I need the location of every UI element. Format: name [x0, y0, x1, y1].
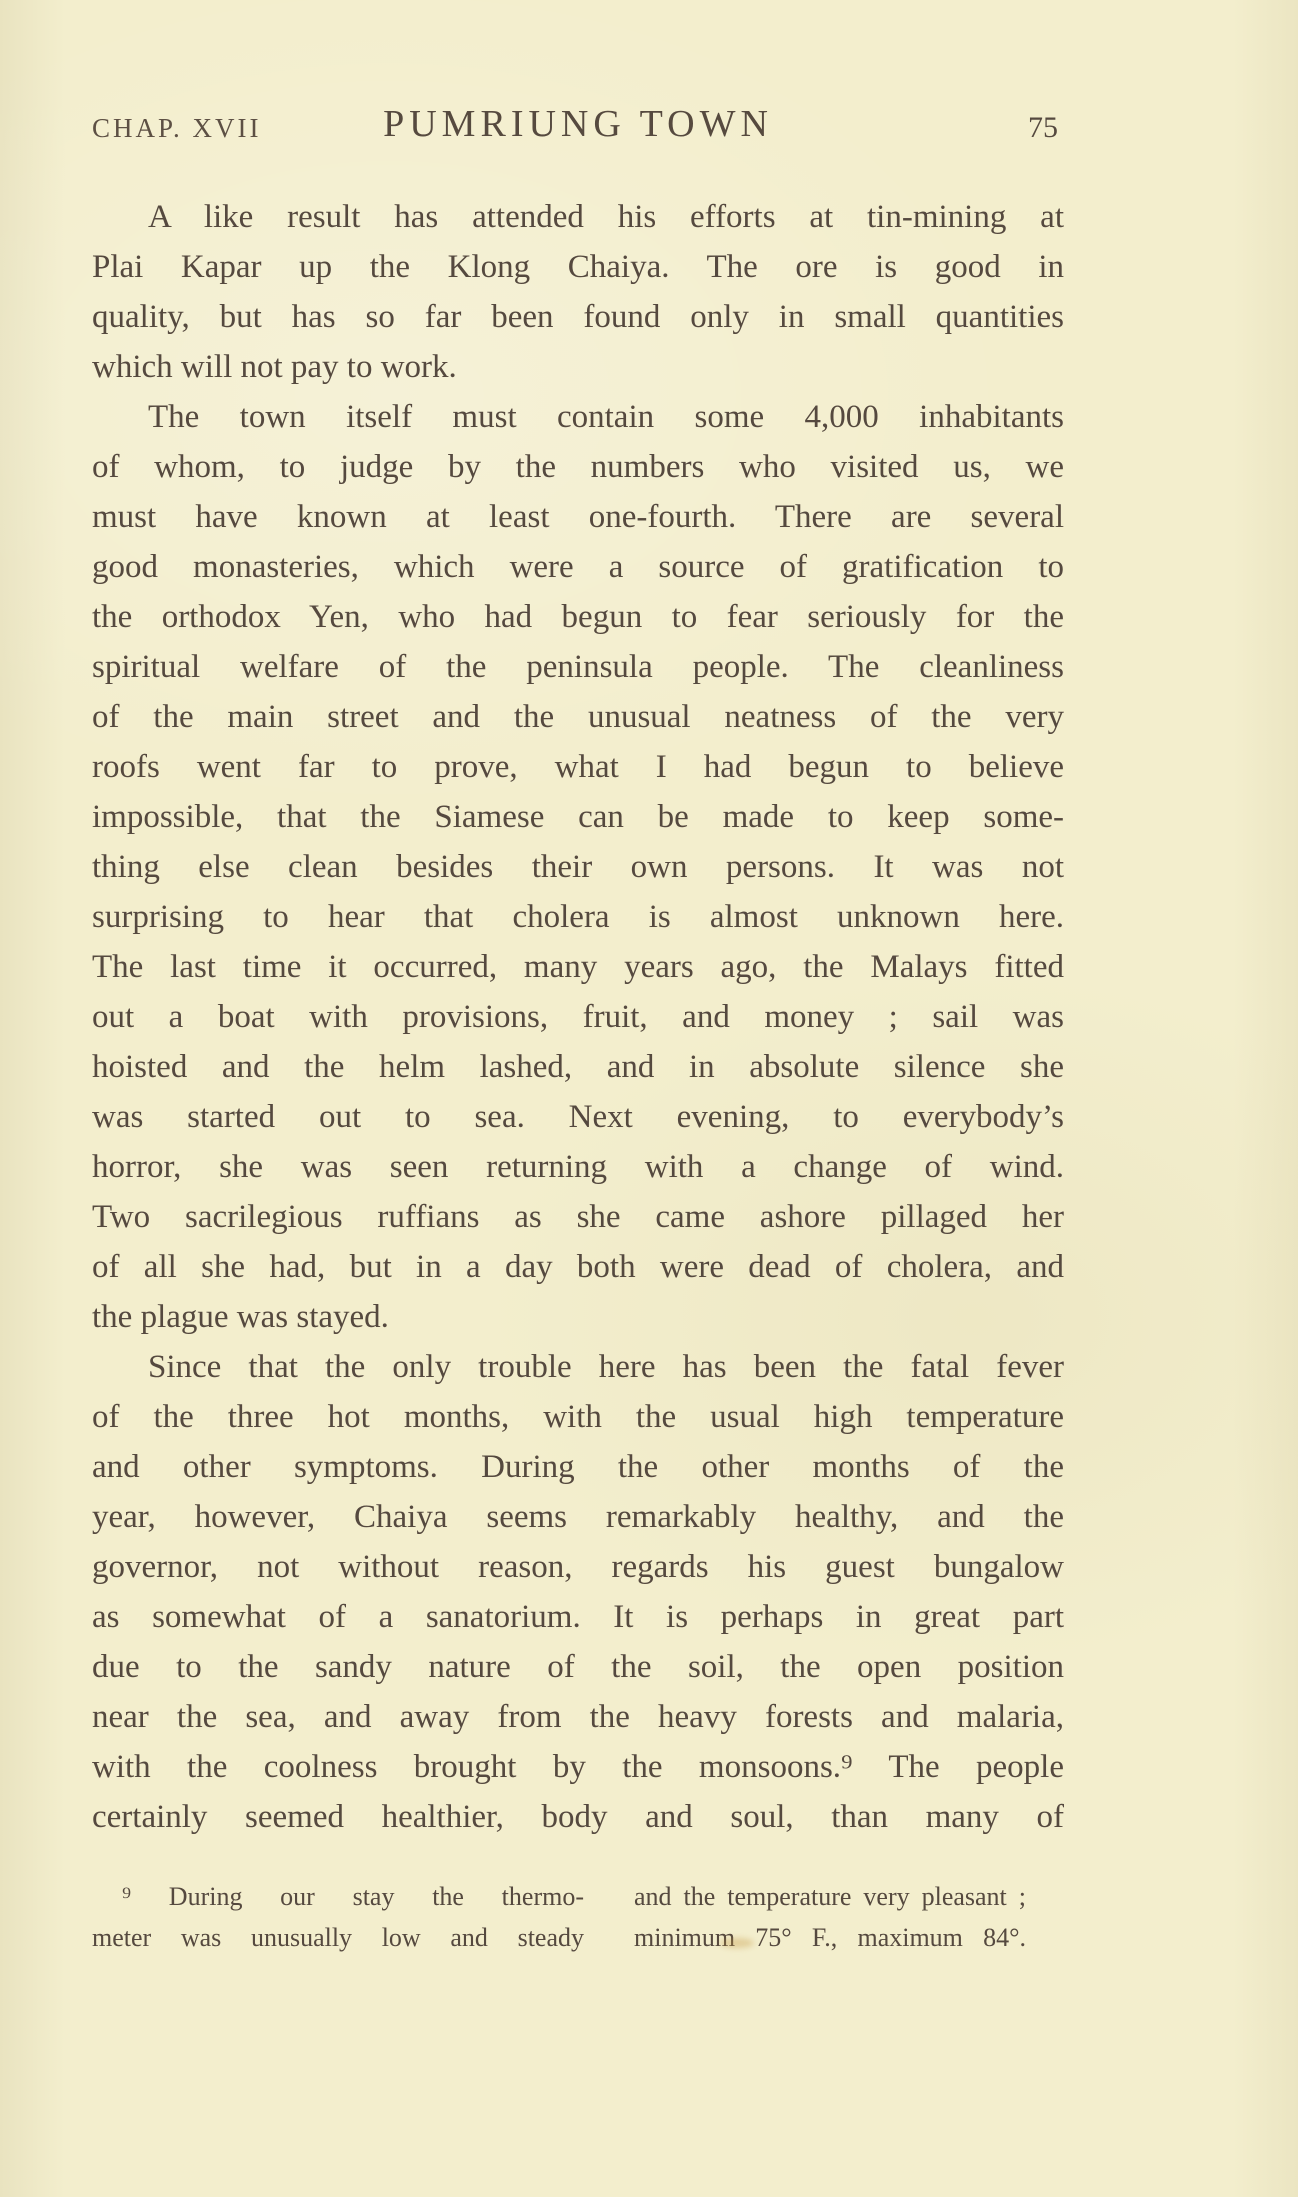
text-line: A like result has attended his efforts at tin-mining at — [148, 199, 1064, 235]
text-line: quality, but has so far been found only in small quantities — [92, 299, 1064, 335]
text-line: hoisted and the helm lashed, and in absolute silence she — [92, 1049, 1064, 1085]
page-number: 75 — [1028, 111, 1058, 144]
text-line: The last time it occurred, many years ago, the Malays fitted — [92, 949, 1064, 985]
paragraph — [92, 192, 1064, 392]
text-line: thing else clean besides their own persons. It was not — [92, 849, 1064, 885]
text-line: the orthodox Yen, who had begun to fear seriously for the — [92, 599, 1064, 635]
text-line: which will not pay to work. — [92, 349, 457, 385]
text-line: was started out to sea. Next evening, to everybody’s — [92, 1099, 1064, 1135]
page-title: PUMRIUNG TOWN — [383, 103, 773, 145]
text-line: due to the sandy nature of the soil, the open position — [92, 1649, 1064, 1685]
text-line: impossible, that the Siamese can be made to keep some- — [92, 799, 1064, 835]
text-line: The town itself must contain some 4,000 inhabitants — [148, 399, 1064, 435]
footnote-line: ⁹ During our stay the thermo- — [122, 1882, 584, 1911]
footnote-line: minimum 75° F., maximum 84°. — [634, 1923, 1026, 1952]
text-line: of all she had, but in a day both were dead of cholera, and — [92, 1249, 1064, 1285]
text-line: good monasteries, which were a source of gratification to — [92, 549, 1064, 585]
footnote-right-column — [634, 1876, 1026, 1958]
text-line: Plai Kapar up the Klong Chaiya. The ore is good in — [92, 249, 1064, 285]
text-line: Two sacrilegious ruffians as she came ashore pillaged her — [92, 1199, 1064, 1235]
text-line: must have known at least one-fourth. There are several — [92, 499, 1064, 535]
text-line: of whom, to judge by the numbers who visited us, we — [92, 449, 1064, 485]
paragraph — [92, 392, 1064, 1342]
text-line: and other symptoms. During the other months of the — [92, 1449, 1064, 1485]
footnote-left-column — [92, 1876, 584, 1958]
body-text — [92, 192, 1064, 1842]
text-line: roofs went far to prove, what I had begun to believe — [92, 749, 1064, 785]
text-line: near the sea, and away from the heavy forests and malaria, — [92, 1699, 1064, 1735]
text-line: of the three hot months, with the usual high temperature — [92, 1399, 1064, 1435]
paragraph — [92, 1342, 1064, 1842]
text-line: surprising to hear that cholera is almost unknown here. — [92, 899, 1064, 935]
text-line: governor, not without reason, regards his guest bungalow — [92, 1549, 1064, 1585]
footnote-line: and the temperature very pleasant ; — [634, 1882, 1026, 1911]
running-header — [92, 100, 1064, 146]
text-line: the plague was stayed. — [92, 1299, 389, 1335]
text-line: as somewhat of a sanatorium. It is perhaps in great part — [92, 1599, 1064, 1635]
text-line: with the coolness brought by the monsoons.⁹ The people — [92, 1749, 1064, 1785]
text-line: Since that the only trouble here has been the fatal fever — [148, 1349, 1064, 1385]
footnote-line: meter was unusually low and steady — [92, 1923, 584, 1952]
text-line: of the main street and the unusual neatness of the very — [92, 699, 1064, 735]
text-line: certainly seemed healthier, body and soul, than many of — [92, 1799, 1064, 1835]
footnote — [92, 1876, 1064, 1986]
text-line: horror, she was seen returning with a change of wind. — [92, 1149, 1064, 1185]
text-line: spiritual welfare of the peninsula people. The cleanliness — [92, 649, 1064, 685]
text-line: year, however, Chaiya seems remarkably healthy, and the — [92, 1499, 1064, 1535]
chapter-label: CHAP. XVII — [92, 113, 262, 143]
text-line: out a boat with provisions, fruit, and money ; sail was — [92, 999, 1064, 1035]
